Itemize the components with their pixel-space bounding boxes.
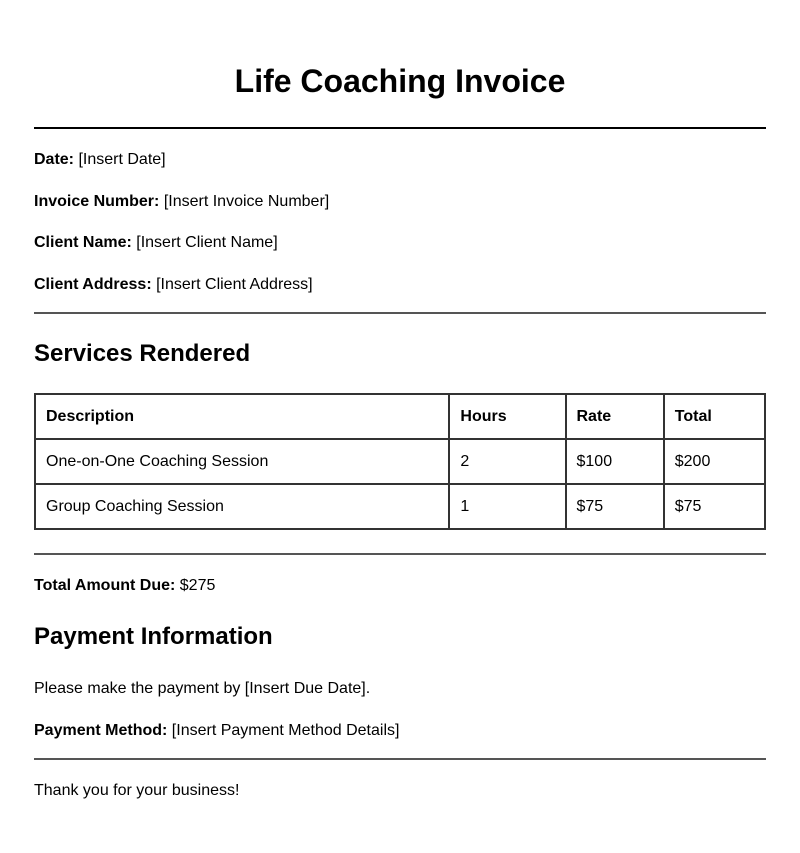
invoice-page [34,0,766,799]
table-row [35,439,765,484]
column-header-total: Total [664,394,765,439]
date-field [34,150,166,170]
row-total: $75 [664,484,765,529]
services-table [34,393,766,530]
services-heading: Services Rendered [34,340,251,367]
details-divider [34,312,766,314]
payment-instruction: Please make the payment by [Insert Due Date]. [34,680,371,697]
row-hours: 2 [449,439,565,484]
total-amount-value: $275 [179,577,216,594]
payment-method-value: [Insert Payment Method Details] [171,722,400,739]
invoice-number-value: [Insert Invoice Number] [163,193,330,210]
column-header-hours: Hours [449,394,565,439]
table-divider [34,553,766,555]
client-name-field [34,233,278,253]
client-address-field [34,275,313,295]
row-description: One-on-One Coaching Session [35,439,449,484]
payment-divider [34,758,766,760]
invoice-title: Life Coaching Invoice [234,63,566,99]
payment-method-label: Payment Method: [34,722,168,739]
payment-heading: Payment Information [34,623,273,650]
row-hours: 1 [449,484,565,529]
column-header-rate: Rate [566,394,664,439]
title-divider [34,127,766,129]
client-address-value: [Insert Client Address] [156,276,313,293]
date-label: Date: [34,151,75,168]
table-row [35,484,765,529]
column-header-description: Description [35,394,449,439]
total-amount-label: Total Amount Due: [34,577,176,594]
total-amount-field [34,576,215,596]
thank-you-note: Thank you for your business! [34,782,240,799]
row-total: $200 [664,439,765,484]
invoice-number-label: Invoice Number: [34,193,160,210]
client-address-label: Client Address: [34,276,152,293]
row-rate: $75 [566,484,664,529]
invoice-number-field [34,192,329,212]
row-rate: $100 [566,439,664,484]
client-name-label: Client Name: [34,234,132,251]
date-value: [Insert Date] [78,151,166,168]
row-description: Group Coaching Session [35,484,449,529]
table-header-row [35,394,765,439]
client-name-value: [Insert Client Name] [136,234,278,251]
payment-method-field [34,721,399,741]
